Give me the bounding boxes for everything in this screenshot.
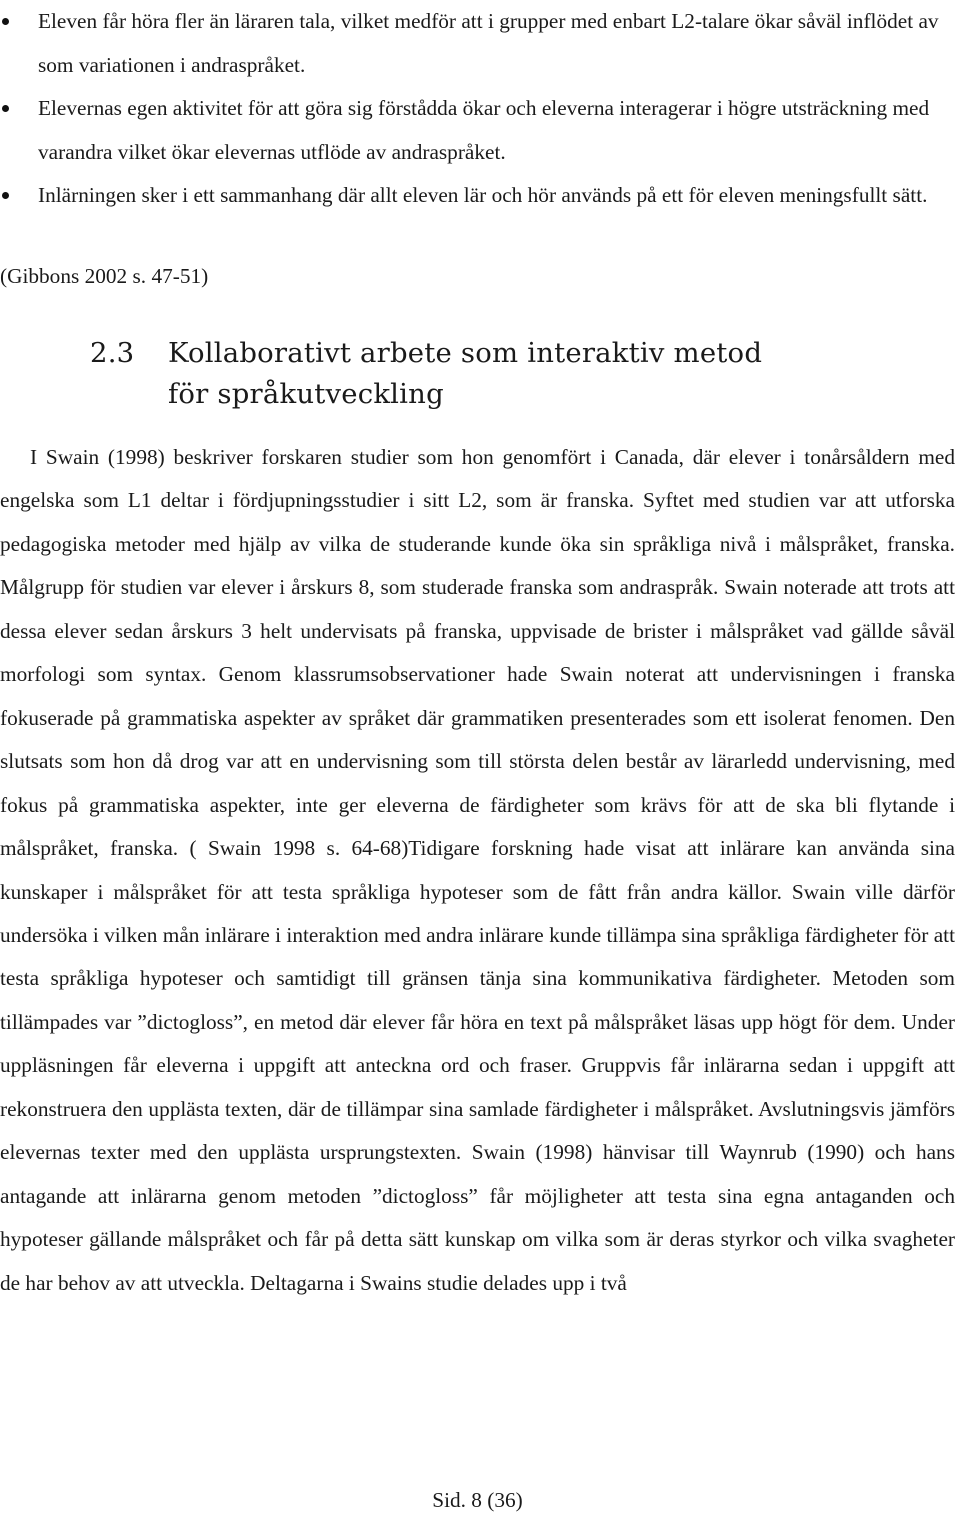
- list-item: [0, 174, 948, 218]
- section-heading: [90, 333, 808, 415]
- body-paragraph: I Swain (1998) beskriver forskaren studier som hon genomfört i Canada, där elever i tonårsåldern med engelska som L1 deltar i fördjupningsstudier i sitt L2, som är franska. Syftet med studien var att utforska pedagogiska metoder med hjälp av vilka de studerande kunde öka sin språkliga nivå i målspråket, franska. Målgrupp för studien var elever i årskurs 8, som studerade franska som andraspråk. Swain noterade att trots att dessa elever sedan årskurs 3 helt undervisats på franska, uppvisade de brister i målspråket vad gällde såväl morfologi som syntax. Genom klassrumsobservationer hade Swain noterat att undervisningen i franska fokuserade på grammatiska aspekter av språket där grammatiken presenterades som ett isolerat fenomen. Den slutsats som hon då drog var att en undervisning som till största delen består av lärarledd undervisning, med fokus på grammatiska aspekter, inte ger eleverna de färdigheter som krävs för att de ska bli flytande i målspråket, franska. ( Swain 1998 s. 64-68)Tidigare forskning hade visat att inlärare kan använda sina kunskaper i målspråket för att testa språkliga hypoteser som de fått från andra källor. Swain ville därför undersöka i vilken mån inlärare i interaktion med andra inlärare kunde tillämpa sina språkliga färdigheter för att testa språkliga hypoteser och samtidigt till gränsen tänja sina kommunikativa färdigheter. Metoden som tillämpades var ”dictogloss”, en metod där elever får höra en text på målspråket läsas upp högt för dem. Under uppläsningen får eleverna i uppgift att anteckna ord och fraser. Gruppvis får inlärarna sedan i uppgift att rekonstruera den upplästa texten, där de tillämpar sina samlade färdigheter i målspråket. Avslutningsvis jämförs elevernas texter med den upplästa ursprungstexten. Swain (1998) hänvisar till Waynrub (1990) och hans antagande att inlärarna genom metoden ”dictogloss” får möjligheter att testa sina egna antaganden och hypoteser gällande målspråket och får på detta sätt kunskap om vilka som är deras styrkor och vilka svagheter de har behov av att utveckla. Deltagarna i Swains studie delades upp i två: [0, 445, 955, 1295]
- section-number: 2.3: [90, 337, 135, 369]
- list-item: [0, 0, 948, 87]
- bullet-text: Inlärningen sker i ett sammanhang där allt eleven lär och hör används på ett för eleven meningsfullt sätt.: [38, 183, 928, 207]
- bullet-text: Elevernas egen aktivitet för att göra sig förstådda ökar och eleverna interagerar i högre utsträckning med varandra vilket ökar elevernas utflöde av andraspråket.: [38, 96, 930, 164]
- bullet-icon: [2, 192, 9, 199]
- list-item: [0, 87, 948, 174]
- page-number: Sid. 8 (36): [432, 1488, 523, 1512]
- bullet-icon: [2, 18, 9, 25]
- bullet-text: Eleven får höra fler än läraren tala, vilket medför att i grupper med enbart L2-talare ökar såväl inflödet av som variationen i andraspråket.: [38, 9, 939, 77]
- bullet-list: [0, 0, 960, 218]
- section-title: Kollaborativt arbete som interaktiv metod för språkutveckling: [168, 337, 763, 410]
- citation: (Gibbons 2002 s. 47-51): [0, 264, 209, 288]
- bullet-icon: [2, 105, 9, 112]
